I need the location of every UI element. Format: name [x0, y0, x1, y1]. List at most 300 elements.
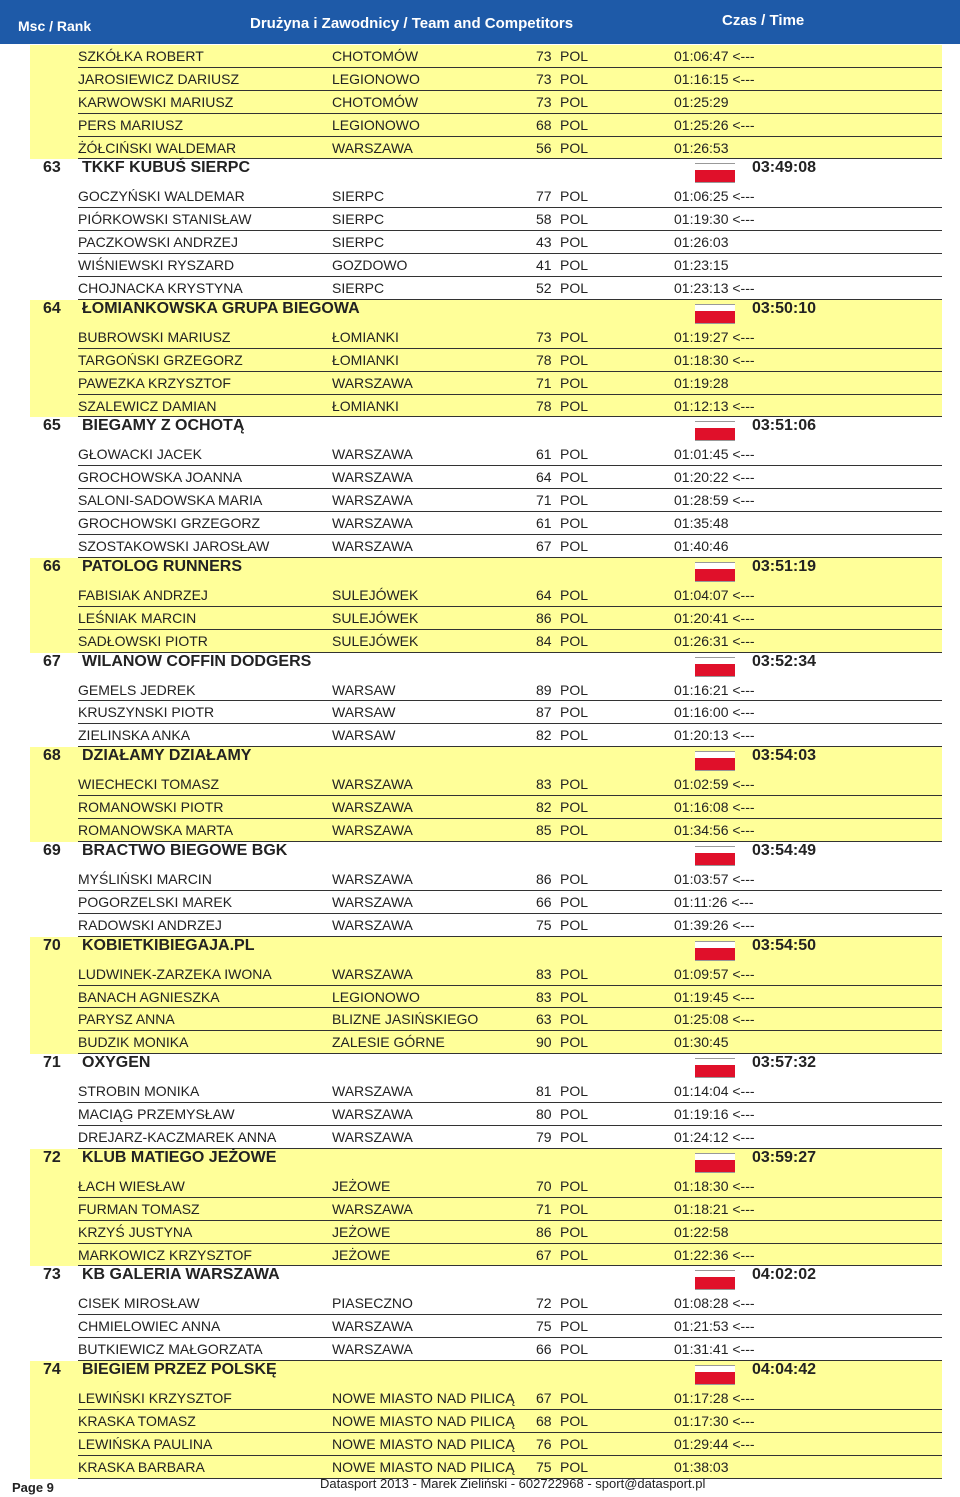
table-row — [78, 1387, 942, 1410]
competitor-name: WIECHECKI TOMASZ — [78, 776, 220, 793]
competitor-time: 01:19:45 <--- — [674, 988, 755, 1005]
competitor-age: 82 — [536, 727, 552, 744]
table-row — [78, 1008, 942, 1031]
competitor-time: 01:06:47 <--- — [674, 48, 755, 64]
team-block — [30, 417, 942, 557]
table-row — [78, 372, 942, 395]
competitor-time: 01:38:03 — [674, 1458, 729, 1475]
competitor-age: 58 — [536, 211, 552, 228]
competitor-city: WARSZAWA — [332, 1341, 413, 1358]
poland-flag-icon — [695, 1153, 735, 1173]
competitor-name: SALONI-SADOWSKA MARIA — [78, 492, 263, 509]
competitor-age: 56 — [536, 139, 552, 156]
competitor-age: 73 — [536, 93, 552, 110]
competitor-time: 01:20:22 <--- — [674, 469, 755, 486]
table-row — [78, 630, 942, 653]
table-row — [78, 231, 942, 254]
team-rank: 68 — [43, 747, 61, 765]
competitor-age: 78 — [536, 351, 552, 368]
team-time: 03:57:32 — [752, 1054, 817, 1072]
competitor-nationality: POL — [560, 1200, 589, 1217]
team-header — [30, 1149, 942, 1175]
competitor-city: WARSAW — [332, 704, 396, 721]
competitor-nationality: POL — [560, 234, 589, 251]
competitor-name: ŁACH WIESŁAW — [78, 1177, 185, 1194]
table-row — [78, 1221, 942, 1244]
competitor-nationality: POL — [560, 446, 589, 463]
competitor-age: 80 — [536, 1106, 552, 1123]
team-rank: 66 — [43, 557, 61, 575]
competitor-name: BUTKIEWICZ MAŁGORZATA — [78, 1341, 263, 1358]
competitor-name: PERS MARIUSZ — [78, 116, 184, 133]
competitor-time: 01:16:00 <--- — [674, 704, 755, 721]
competitor-name: LEWIŃSKA PAULINA — [78, 1435, 213, 1452]
competitor-nationality: POL — [560, 1390, 589, 1407]
competitor-time: 01:01:45 <--- — [674, 446, 755, 463]
table-row — [78, 1103, 942, 1126]
competitor-city: WARSZAWA — [332, 916, 413, 933]
team-rank: 72 — [43, 1148, 61, 1166]
competitor-city: PIASECZNO — [332, 1295, 413, 1312]
competitor-nationality: POL — [560, 469, 589, 486]
competitor-nationality: POL — [560, 632, 589, 649]
competitor-time: 01:19:27 <--- — [674, 328, 755, 345]
competitor-time: 01:28:59 <--- — [674, 492, 755, 509]
team-block — [30, 1266, 942, 1361]
team-block — [30, 747, 942, 842]
competitor-city: WARSZAWA — [332, 538, 413, 555]
competitor-age: 73 — [536, 328, 552, 345]
team-header — [30, 1266, 942, 1292]
team-rank: 71 — [43, 1054, 61, 1072]
competitor-nationality: POL — [560, 48, 589, 64]
competitor-time: 01:14:04 <--- — [674, 1083, 755, 1100]
table-row — [78, 1315, 942, 1338]
competitor-time: 01:16:08 <--- — [674, 799, 755, 816]
competitor-name: DREJARZ-KACZMAREK ANNA — [78, 1128, 277, 1145]
competitor-time: 01:04:07 <--- — [674, 586, 755, 603]
table-row — [78, 254, 942, 277]
competitor-time: 01:35:48 — [674, 515, 729, 532]
poland-flag-icon — [695, 657, 735, 677]
competitor-age: 75 — [536, 916, 552, 933]
competitor-age: 61 — [536, 515, 552, 532]
competitor-name: POGORZELSKI MAREK — [78, 893, 233, 910]
poland-flag-icon — [695, 941, 735, 961]
competitor-time: 01:20:13 <--- — [674, 727, 755, 744]
table-row — [78, 1338, 942, 1361]
competitor-name: PAWEZKA KRZYSZTOF — [78, 374, 231, 391]
team-name: KB GALERIA WARSZAWA — [82, 1266, 280, 1284]
competitor-nationality: POL — [560, 1295, 589, 1312]
competitor-age: 81 — [536, 1083, 552, 1100]
competitor-city: ŁOMIANKI — [332, 397, 399, 414]
competitor-name: ZIELINSKA ANKA — [78, 727, 191, 744]
competitor-age: 71 — [536, 1200, 552, 1217]
table-row — [78, 277, 942, 300]
competitor-city: WARSZAWA — [332, 1128, 413, 1145]
competitor-city: JEŻOWE — [332, 1246, 391, 1263]
competitor-nationality: POL — [560, 257, 589, 274]
table-row — [78, 819, 942, 842]
competitor-city: WARSZAWA — [332, 446, 413, 463]
table-row — [78, 701, 942, 724]
competitor-time: 01:17:28 <--- — [674, 1390, 755, 1407]
credit-line: Datasport 2013 - Marek Zieliński - 602722968 - sport@datasport.pl — [320, 1476, 706, 1491]
competitor-name: ROMANOWSKA MARTA — [78, 822, 234, 839]
competitor-time: 01:26:03 — [674, 234, 729, 251]
table-row — [78, 963, 942, 986]
competitor-time: 01:29:44 <--- — [674, 1435, 755, 1452]
table-row — [78, 1433, 942, 1456]
competitor-age: 70 — [536, 1177, 552, 1194]
competitor-city: NOWE MIASTO NAD PILICĄ — [332, 1458, 515, 1475]
competitor-nationality: POL — [560, 1083, 589, 1100]
team-header — [30, 417, 942, 443]
competitor-nationality: POL — [560, 1223, 589, 1240]
competitor-time: 01:26:53 — [674, 139, 729, 156]
competitor-nationality: POL — [560, 116, 589, 133]
table-row — [78, 1126, 942, 1149]
competitor-city: WARSZAWA — [332, 374, 413, 391]
competitor-city: WARSZAWA — [332, 799, 413, 816]
competitor-name: JAROSIEWICZ DARIUSZ — [78, 70, 240, 87]
competitor-nationality: POL — [560, 1435, 589, 1452]
competitor-city: NOWE MIASTO NAD PILICĄ — [332, 1412, 515, 1429]
team-header — [30, 1361, 942, 1387]
team-name: KOBIETKIBIEGAJA.PL — [82, 936, 255, 954]
competitor-nationality: POL — [560, 374, 589, 391]
competitor-city: GOZDOWO — [332, 257, 408, 274]
table-header — [0, 0, 960, 44]
table-row — [78, 91, 942, 114]
competitor-nationality: POL — [560, 188, 589, 205]
competitor-nationality: POL — [560, 1458, 589, 1475]
competitor-city: SULEJÓWEK — [332, 586, 419, 603]
table-row — [78, 773, 942, 796]
competitor-name: GOCZYŃSKI WALDEMAR — [78, 188, 245, 205]
competitor-time: 01:20:41 <--- — [674, 609, 755, 626]
competitor-age: 86 — [536, 1223, 552, 1240]
team-rank: 74 — [43, 1361, 61, 1379]
competitor-city: WARSZAWA — [332, 870, 413, 887]
table-row — [78, 607, 942, 630]
team-block — [30, 558, 942, 653]
team-rank: 65 — [43, 417, 61, 435]
competitor-nationality: POL — [560, 397, 589, 414]
competitor-name: LUDWINEK-ZARZEKA IWONA — [78, 965, 272, 982]
competitor-nationality: POL — [560, 893, 589, 910]
team-rank: 63 — [43, 159, 61, 177]
competitor-nationality: POL — [560, 916, 589, 933]
competitor-name: SZKÓŁKA ROBERT — [78, 48, 204, 64]
competitor-time: 01:23:15 — [674, 257, 729, 274]
team-name: KLUB MATIEGO JEŻOWE — [82, 1148, 277, 1166]
competitor-name: MACIĄG PRZEMYSŁAW — [78, 1106, 235, 1123]
competitor-city: ŁOMIANKI — [332, 351, 399, 368]
competitor-age: 87 — [536, 704, 552, 721]
competitor-age: 67 — [536, 1390, 552, 1407]
competitor-time: 01:19:16 <--- — [674, 1106, 755, 1123]
competitor-city: ŁOMIANKI — [332, 328, 399, 345]
competitor-name: GEMELS JEDREK — [78, 681, 196, 698]
competitor-city: BLIZNE JASIŃSKIEGO — [332, 1011, 479, 1028]
competitor-name: FURMAN TOMASZ — [78, 1200, 200, 1217]
competitor-time: 01:18:30 <--- — [674, 1177, 755, 1194]
competitor-time: 01:26:31 <--- — [674, 632, 755, 649]
team-header — [30, 558, 942, 584]
poland-flag-icon — [695, 562, 735, 582]
competitor-age: 71 — [536, 374, 552, 391]
team-rank: 73 — [43, 1266, 61, 1284]
competitor-city: SIERPC — [332, 234, 385, 251]
table-row — [78, 137, 942, 160]
poland-flag-icon — [695, 1365, 735, 1385]
team-header — [30, 159, 942, 185]
competitor-time: 01:22:36 <--- — [674, 1246, 755, 1263]
competitor-city: WARSZAWA — [332, 515, 413, 532]
table-row — [78, 114, 942, 137]
team-time: 03:54:49 — [752, 841, 817, 859]
competitor-city: JEŻOWE — [332, 1177, 391, 1194]
competitor-age: 66 — [536, 893, 552, 910]
competitor-nationality: POL — [560, 1034, 589, 1051]
competitor-name: ROMANOWSKI PIOTR — [78, 799, 224, 816]
page-footer — [0, 1470, 960, 1497]
competitor-age: 75 — [536, 1318, 552, 1335]
table-row — [78, 395, 942, 418]
competitor-nationality: POL — [560, 1128, 589, 1145]
team-block — [30, 1054, 942, 1149]
poland-flag-icon — [695, 304, 735, 324]
team-name: ŁOMIANKOWSKA GRUPA BIEGOWA — [82, 299, 360, 317]
competitor-time: 01:19:28 — [674, 374, 729, 391]
competitor-age: 61 — [536, 446, 552, 463]
competitor-age: 83 — [536, 965, 552, 982]
competitor-name: KARWOWSKI MARIUSZ — [78, 93, 234, 110]
competitor-name: BUDZIK MONIKA — [78, 1034, 189, 1051]
competitor-age: 43 — [536, 234, 552, 251]
competitor-nationality: POL — [560, 280, 589, 297]
competitor-name: CHOJNACKA KRYSTYNA — [78, 280, 243, 297]
competitor-city: ZALESIE GÓRNE — [332, 1034, 445, 1051]
competitor-name: KRZYŚ JUSTYNA — [78, 1223, 193, 1240]
competitor-age: 86 — [536, 609, 552, 626]
page-number: Page 9 — [12, 1480, 54, 1495]
team-block — [30, 653, 942, 748]
table-row — [78, 489, 942, 512]
team-rank: 64 — [43, 299, 61, 317]
competitor-name: PARYSZ ANNA — [78, 1011, 175, 1028]
table-row — [78, 535, 942, 558]
team-header — [30, 842, 942, 868]
competitor-city: JEŻOWE — [332, 1223, 391, 1240]
competitor-time: 01:08:28 <--- — [674, 1295, 755, 1312]
team-rank: 67 — [43, 652, 61, 670]
competitor-age: 71 — [536, 492, 552, 509]
team-name: BRACTWO BIEGOWE BGK — [82, 841, 288, 859]
table-row — [78, 796, 942, 819]
competitor-age: 82 — [536, 799, 552, 816]
competitor-city: WARSZAWA — [332, 965, 413, 982]
competitor-nationality: POL — [560, 328, 589, 345]
team-rank: 70 — [43, 936, 61, 954]
team-block — [30, 1361, 942, 1479]
team-name: TKKF KUBUŚ SIERPC — [82, 159, 251, 177]
competitor-name: BUBROWSKI MARIUSZ — [78, 328, 231, 345]
competitor-age: 67 — [536, 1246, 552, 1263]
competitor-age: 83 — [536, 776, 552, 793]
competitor-name: KRASKA BARBARA — [78, 1458, 205, 1475]
poland-flag-icon — [695, 1058, 735, 1078]
competitor-time: 01:16:15 <--- — [674, 70, 755, 87]
competitor-age: 73 — [536, 48, 552, 64]
table-row — [78, 512, 942, 535]
team-name: WILANOW COFFIN DODGERS — [82, 652, 312, 670]
competitor-name: FABISIAK ANDRZEJ — [78, 586, 208, 603]
competitor-age: 84 — [536, 632, 552, 649]
competitor-name: GROCHOWSKA JOANNA — [78, 469, 243, 486]
competitor-name: RADOWSKI ANDRZEJ — [78, 916, 222, 933]
competitor-nationality: POL — [560, 870, 589, 887]
competitor-time: 01:25:29 — [674, 93, 729, 110]
competitor-name: MARKOWICZ KRZYSZTOF — [78, 1246, 252, 1263]
competitor-city: WARSZAWA — [332, 139, 413, 156]
competitor-age: 83 — [536, 988, 552, 1005]
team-time: 04:04:42 — [752, 1361, 817, 1379]
competitor-city: LEGIONOWO — [332, 70, 420, 87]
competitor-time: 01:16:21 <--- — [674, 681, 755, 698]
team-time: 03:51:06 — [752, 417, 817, 435]
competitor-nationality: POL — [560, 139, 589, 156]
competitor-city: LEGIONOWO — [332, 116, 420, 133]
competitor-age: 66 — [536, 1341, 552, 1358]
competitor-age: 77 — [536, 188, 552, 205]
competitor-time: 01:02:59 <--- — [674, 776, 755, 793]
team-header — [30, 747, 942, 773]
team-header — [30, 653, 942, 679]
team-header — [30, 1054, 942, 1080]
table-row — [78, 466, 942, 489]
competitor-city: WARSZAWA — [332, 1083, 413, 1100]
team-time: 04:02:02 — [752, 1266, 817, 1284]
team-block — [30, 1149, 942, 1267]
competitor-time: 01:21:53 <--- — [674, 1318, 755, 1335]
team-time: 03:54:03 — [752, 747, 817, 765]
competitor-nationality: POL — [560, 822, 589, 839]
competitor-name: WIŚNIEWSKI RYSZARD — [78, 257, 235, 274]
team-name: BIEGAMY Z OCHOTĄ — [82, 417, 245, 435]
table-row — [78, 1031, 942, 1054]
competitor-city: WARSZAWA — [332, 822, 413, 839]
team-block — [30, 842, 942, 937]
competitor-time: 01:23:13 <--- — [674, 280, 755, 297]
competitor-nationality: POL — [560, 211, 589, 228]
competitor-age: 76 — [536, 1435, 552, 1452]
competitor-age: 73 — [536, 70, 552, 87]
competitor-nationality: POL — [560, 965, 589, 982]
competitor-age: 63 — [536, 1011, 552, 1028]
competitor-age: 64 — [536, 586, 552, 603]
competitor-age: 75 — [536, 1458, 552, 1475]
results-list — [30, 45, 942, 1479]
competitor-city: NOWE MIASTO NAD PILICĄ — [332, 1390, 515, 1407]
competitor-time: 01:25:26 <--- — [674, 116, 755, 133]
competitor-city: WARSZAWA — [332, 1200, 413, 1217]
table-row — [78, 68, 942, 91]
competitor-age: 90 — [536, 1034, 552, 1051]
competitor-age: 78 — [536, 397, 552, 414]
competitor-city: WARSZAWA — [332, 1318, 413, 1335]
competitor-age: 89 — [536, 681, 552, 698]
competitor-city: WARSAW — [332, 727, 396, 744]
competitor-time: 01:19:30 <--- — [674, 211, 755, 228]
competitor-nationality: POL — [560, 1177, 589, 1194]
competitor-nationality: POL — [560, 681, 589, 698]
table-row — [78, 891, 942, 914]
table-row — [78, 185, 942, 208]
competitor-time: 01:06:25 <--- — [674, 188, 755, 205]
team-header — [30, 937, 942, 963]
header-time: Czas / Time — [722, 12, 805, 29]
competitor-time: 01:11:26 <--- — [674, 893, 754, 910]
competitor-time: 01:24:12 <--- — [674, 1128, 755, 1145]
competitor-age: 79 — [536, 1128, 552, 1145]
team-time: 03:49:08 — [752, 159, 817, 177]
competitor-nationality: POL — [560, 351, 589, 368]
competitor-nationality: POL — [560, 1011, 589, 1028]
poland-flag-icon — [695, 846, 735, 866]
table-row — [78, 349, 942, 372]
team-time: 03:50:10 — [752, 299, 817, 317]
competitor-time: 01:18:21 <--- — [674, 1200, 755, 1217]
table-row — [78, 679, 942, 702]
team-rank: 69 — [43, 841, 61, 859]
competitor-name: KRASKA TOMASZ — [78, 1412, 196, 1429]
competitor-nationality: POL — [560, 93, 589, 110]
competitor-time: 01:39:26 <--- — [674, 916, 755, 933]
header-rank: Msc / Rank — [18, 18, 92, 34]
team-time: 03:54:50 — [752, 936, 817, 954]
competitor-time: 01:17:30 <--- — [674, 1412, 755, 1429]
competitor-nationality: POL — [560, 1246, 589, 1263]
table-row — [78, 584, 942, 607]
competitor-nationality: POL — [560, 609, 589, 626]
competitor-name: LEWIŃSKI KRZYSZTOF — [78, 1390, 232, 1407]
table-row — [78, 1410, 942, 1433]
competitor-age: 86 — [536, 870, 552, 887]
competitor-name: LEŚNIAK MARCIN — [78, 609, 197, 626]
competitor-nationality: POL — [560, 515, 589, 532]
competitor-city: SIERPC — [332, 188, 385, 205]
competitor-time: 01:31:41 <--- — [674, 1341, 755, 1358]
poland-flag-icon — [695, 751, 735, 771]
competitor-city: WARSZAWA — [332, 492, 413, 509]
competitor-nationality: POL — [560, 727, 589, 744]
competitor-name: CHMIELOWIEC ANNA — [78, 1318, 221, 1335]
team-block — [30, 159, 942, 299]
competitor-nationality: POL — [560, 799, 589, 816]
competitor-name: PACZKOWSKI ANDRZEJ — [78, 234, 238, 251]
competitor-name: KRUSZYNSKI PIOTR — [78, 704, 215, 721]
competitor-age: 41 — [536, 257, 552, 274]
competitor-name: MYŚLIŃSKI MARCIN — [78, 870, 212, 887]
table-row — [78, 1198, 942, 1221]
poland-flag-icon — [695, 163, 735, 183]
table-row — [78, 986, 942, 1009]
competitor-nationality: POL — [560, 704, 589, 721]
competitor-city: WARSZAWA — [332, 469, 413, 486]
